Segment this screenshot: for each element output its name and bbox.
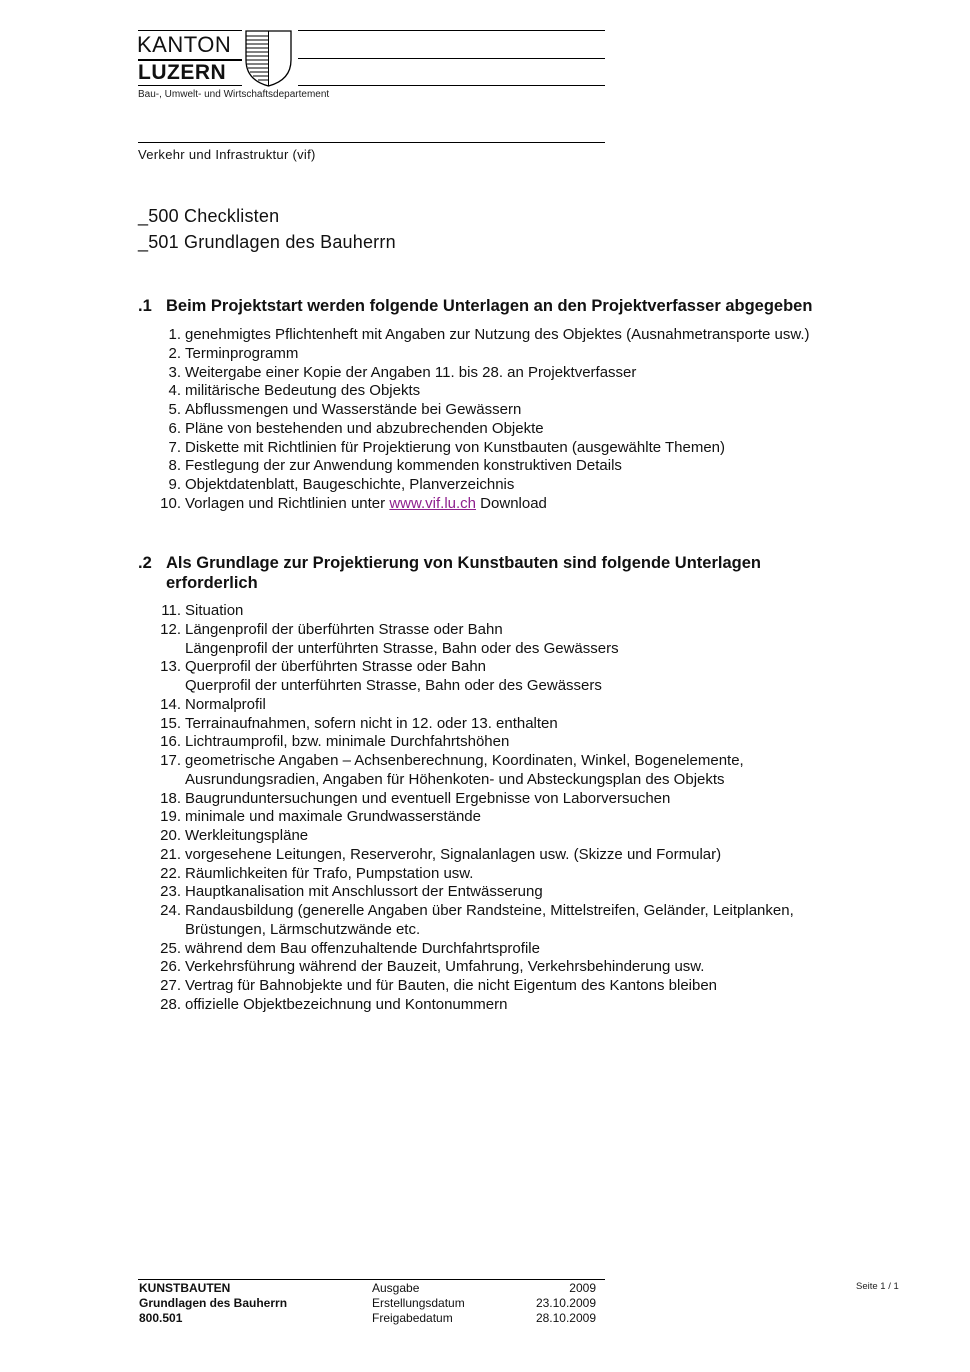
list-item: 23. Hauptkanalisation mit Anschlussort der Entwässerung: [160, 883, 543, 901]
document-title-line1: _500 Checklisten: [138, 206, 280, 226]
organizational-unit: Verkehr und Infrastruktur (vif): [138, 147, 316, 162]
unit-rule: [138, 142, 605, 143]
list-item: 28. offizielle Objektbezeichnung und Kontonummern: [160, 995, 508, 1013]
footer-category: KUNSTBAUTEN: [139, 1281, 231, 1295]
header-rule: [298, 85, 605, 86]
footer-label-released: Freigabedatum: [372, 1311, 453, 1325]
footer-doc-number: 800.501: [139, 1311, 183, 1325]
footer-value-released: 28.10.2009: [535, 1311, 596, 1325]
footer-doc-title: Grundlagen des Bauherrn: [139, 1296, 288, 1310]
footer-labels: [372, 1281, 465, 1326]
list-item: 1. genehmigtes Pflichtenheft mit Angaben zur Nutzung des Objektes (Ausnahmetransporte usw.): [168, 326, 810, 343]
list-item: 4. militärische Bedeutung des Objekts: [168, 382, 421, 400]
section-1-number: .1: [138, 297, 152, 315]
page-number: Seite 1 / 1: [856, 1281, 899, 1292]
vif-website-link[interactable]: www.vif.lu.ch: [389, 494, 477, 512]
document-title-line2: _501 Grundlagen des Bauherrn: [138, 232, 396, 252]
list-item: 6. Pläne von bestehenden und abzubrechenden Objekte: [168, 419, 544, 437]
list-item: 16. Lichtraumprofil, bzw. minimale Durchfahrtshöhen: [160, 733, 510, 751]
list-item: 8. Festlegung der zur Anwendung kommenden konstruktiven Details: [168, 457, 622, 475]
footer-label-edition: Ausgabe: [372, 1281, 420, 1295]
list-item: 24. Randausbildung (generelle Angaben über Randsteine, Mittelstreifen, Geländer, Leitplanken, Brüstungen, Lärmschutzwände etc.: [160, 902, 794, 938]
list-item: 14. Normalprofil: [160, 695, 266, 713]
list-item: 11. Situation: [161, 602, 244, 619]
list-item: 20. Werkleitungspläne: [160, 827, 309, 844]
footer-value-created: 23.10.2009: [535, 1296, 596, 1310]
logo-rule-bottom: [138, 85, 242, 86]
header-rule: [298, 30, 605, 31]
list-item: 17. geometrische Angaben – Achsenberechnung, Koordinaten, Winkel, Bogenelemente, Ausrundungsradien, Angaben für Höhenkoten- und Absteckungsplan des Objekts: [160, 752, 744, 788]
list-item: 3. Weitergabe einer Kopie der Angaben 11. bis 28. an Projektverfasser: [168, 363, 637, 381]
list-item: 19. minimale und maximale Grundwasserstände: [160, 808, 481, 826]
header-rule: [298, 58, 605, 59]
section-2-list: [150, 602, 890, 1015]
section-2-heading-line2: erforderlich: [166, 574, 258, 592]
footer-label-created: Erstellungsdatum: [372, 1296, 465, 1310]
list-item: 26. Verkehrsführung während der Bauzeit, Umfahrung, Verkehrsbehinderung usw.: [160, 958, 705, 976]
list-item: 10. Vorlagen und Richtlinien unter www.vif.lu.ch Download: [160, 494, 547, 512]
logo-luzern-text: LUZERN: [138, 61, 227, 84]
list-item: 22. Räumlichkeiten für Trafo, Pumpstation usw.: [160, 864, 474, 882]
list-item: 9. Objektdatenblatt, Baugeschichte, Planverzeichnis: [168, 476, 515, 493]
list-item: 13. Querprofil der überführten Strasse oder Bahn Querprofil der unterführten Strasse, Bahn oder des Gewässers: [160, 658, 602, 694]
footer-rule: [138, 1279, 605, 1280]
logo-kanton-text: KANTON: [137, 32, 232, 57]
list-item: 18. Baugrunduntersuchungen und eventuell Ergebnisse von Laborversuchen: [160, 789, 671, 807]
list-item: 7. Diskette mit Richtlinien für Projektierung von Kunstbauten (ausgewählte Themen): [168, 438, 725, 456]
footer-value-edition: 2009: [569, 1281, 596, 1295]
list-item: 2. Terminprogramm: [168, 344, 299, 362]
list-item: 21. vorgesehene Leitungen, Reserverohr, Signalanlagen usw. (Skizze und Formular): [160, 845, 722, 863]
logo-rule-top: [138, 30, 242, 31]
list-item: 25. während dem Bau offenzuhaltende Durchfahrtsprofile: [160, 939, 540, 957]
section-2-heading-line1: Als Grundlage zur Projektierung von Kunstbauten sind folgende Unterlagen: [166, 554, 761, 572]
list-item: 15. Terrainaufnahmen, sofern nicht in 12. oder 13. enthalten: [160, 714, 558, 732]
section-1-heading: Beim Projektstart werden folgende Unterlagen an den Projektverfasser abgegeben: [166, 297, 813, 315]
list-item: 5. Abflussmengen und Wasserstände bei Gewässern: [168, 401, 522, 418]
section-2-number: .2: [138, 554, 152, 572]
footer-doc-info: [139, 1281, 287, 1326]
coat-of-arms-icon: [245, 30, 293, 88]
footer-values: [505, 1281, 596, 1326]
list-item: 12. Längenprofil der überführten Strasse oder Bahn Längenprofil der unterführten Strasse, Bahn oder des Gewässers: [160, 620, 619, 657]
list-item: 27. Vertrag für Bahnobjekte und für Bauten, die nicht Eigentum des Kantons bleiben: [160, 977, 718, 994]
department-name: Bau-, Umwelt- und Wirtschaftsdepartement: [138, 89, 330, 100]
section-1-list: [150, 326, 890, 514]
